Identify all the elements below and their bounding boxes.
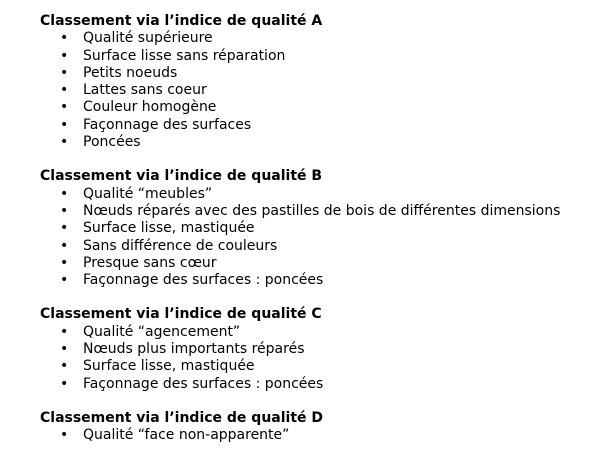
bullet-icon: • <box>60 272 69 289</box>
list-item-text: Nœuds plus importants réparés <box>83 341 305 358</box>
bullet-icon: • <box>60 375 69 392</box>
list-item <box>40 186 585 203</box>
bullet-icon: • <box>60 134 69 151</box>
list-item <box>40 272 585 289</box>
list-item <box>40 255 585 272</box>
bullet-icon: • <box>60 220 69 237</box>
list-item-text: Lattes sans coeur <box>83 82 207 99</box>
bullet-icon: • <box>60 99 69 116</box>
list-item-text: Petits noeuds <box>83 64 178 81</box>
list-item <box>40 376 585 393</box>
list-item <box>40 48 585 65</box>
bullet-icon: • <box>60 64 69 81</box>
bullet-icon: • <box>60 358 69 375</box>
list-item <box>40 238 585 255</box>
list-item-text: Façonnage des surfaces : poncées <box>83 272 324 289</box>
list-item-text: Qualité supérieure <box>83 30 213 47</box>
list-item <box>40 30 585 47</box>
list-item-text: Qualité “meubles” <box>83 185 213 202</box>
list-item-text: Qualité “face non-apparente” <box>83 427 290 444</box>
list-item-text: Presque sans cœur <box>83 254 217 271</box>
list-item-text: Poncées <box>83 134 141 151</box>
list-item-text: Façonnage des surfaces <box>83 116 252 133</box>
section-heading: Classement via l’indice de qualité A <box>40 13 323 29</box>
bullet-icon: • <box>60 341 69 358</box>
bullet-list <box>40 427 585 444</box>
list-item <box>40 203 585 220</box>
bullet-icon: • <box>60 82 69 99</box>
list-item-text: Couleur homogène <box>83 99 217 116</box>
document-body <box>40 13 585 445</box>
bullet-icon: • <box>60 202 69 219</box>
quality-section <box>40 306 585 392</box>
list-item <box>40 220 585 237</box>
list-item-text: Nœuds réparés avec des pastilles de bois de différentes dimensions <box>83 202 561 219</box>
quality-section <box>40 13 585 151</box>
section-heading: Classement via l’indice de qualité B <box>40 168 323 185</box>
list-item <box>40 324 585 341</box>
bullet-icon: • <box>60 30 69 47</box>
bullet-icon: • <box>60 323 69 340</box>
list-item-text: Surface lisse sans réparation <box>83 47 286 64</box>
list-item <box>40 117 585 134</box>
section-heading: Classement via l’indice de qualité D <box>40 409 324 426</box>
quality-section <box>40 168 585 289</box>
bullet-icon: • <box>60 427 69 444</box>
bullet-list <box>40 186 585 290</box>
list-item <box>40 99 585 116</box>
list-item <box>40 358 585 375</box>
list-item <box>40 427 585 444</box>
section-heading: Classement via l’indice de qualité C <box>40 306 322 323</box>
list-item-text: Façonnage des surfaces : poncées <box>83 375 324 392</box>
list-item-text: Surface lisse, mastiquée <box>83 220 255 237</box>
bullet-list <box>40 324 585 393</box>
list-item <box>40 65 585 82</box>
list-item <box>40 341 585 358</box>
quality-section <box>40 410 585 445</box>
list-item <box>40 82 585 99</box>
bullet-icon: • <box>60 116 69 133</box>
list-item-text: Sans différence de couleurs <box>83 237 278 254</box>
bullet-icon: • <box>60 185 69 202</box>
list-item <box>40 134 585 151</box>
bullet-icon: • <box>60 237 69 254</box>
bullet-list <box>40 30 585 151</box>
bullet-icon: • <box>60 47 69 64</box>
list-item-text: Qualité “agencement” <box>83 323 241 340</box>
list-item-text: Surface lisse, mastiquée <box>83 358 255 375</box>
bullet-icon: • <box>60 254 69 271</box>
